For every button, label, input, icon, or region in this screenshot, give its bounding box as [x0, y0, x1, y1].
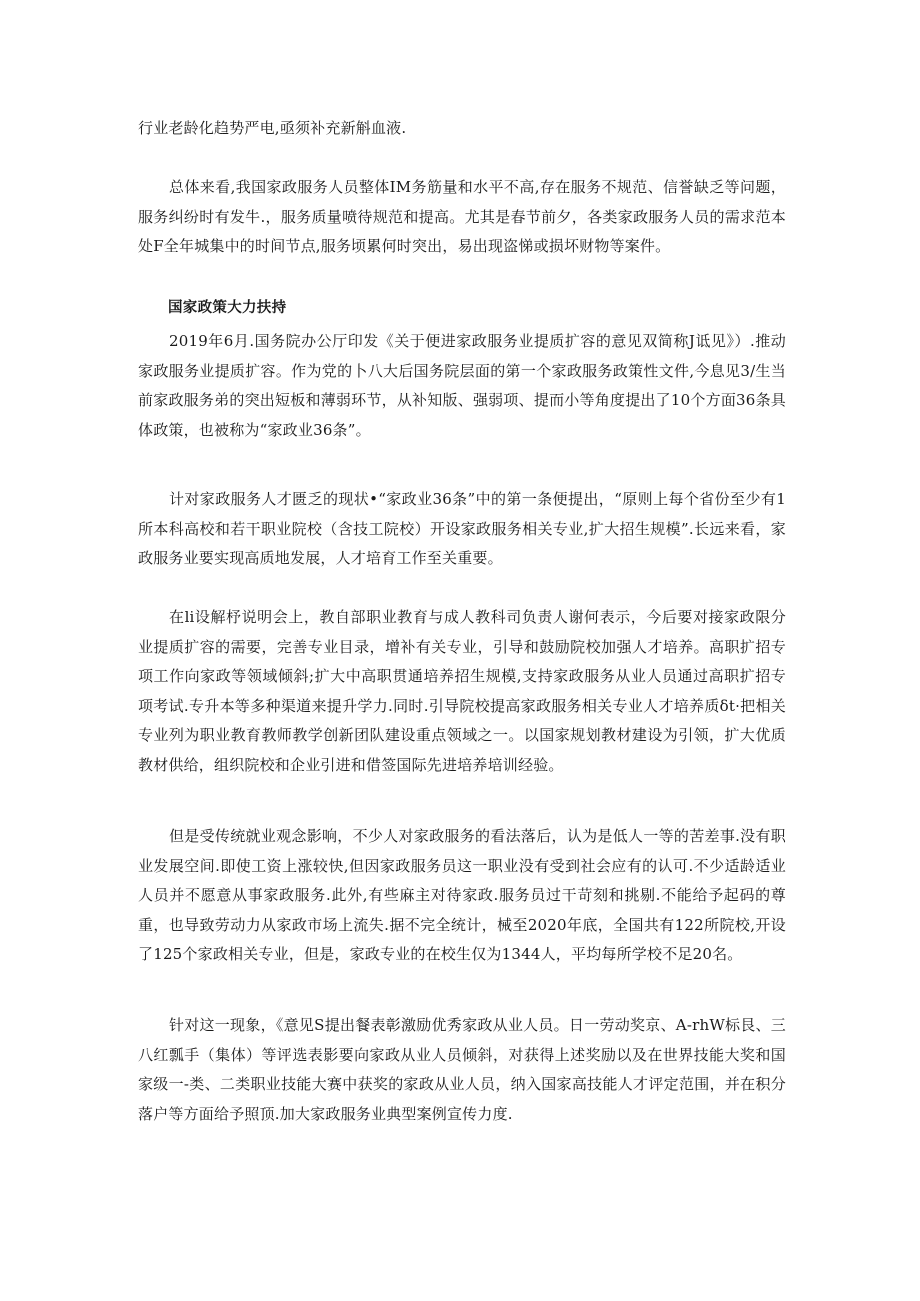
section-heading: 国家政策大力扶持: [168, 300, 287, 316]
paragraph-traditional-views: 但是受传统就业观念影响，不少人对家政服务的看法落后，认为是低人一等的苦差事.没有职业发展空间.即使工资上涨较快,但因家政服务员这一职业没有受到社会应有的认可.不少适龄适业人员并不愿意从事家政服务.此外,有些麻主对待家政.服务员过干苛刻和挑剔.不能给予起码的尊重，也导致劳动力从家政市场上流失.据不完全统计，械至2020年底，全国共有122所院校,开设了125个家政相关专业，但是，家政专业的在校生仅为1344人，平均每所学校不足20名。: [138, 827, 786, 964]
paragraph-awards-measures: 针对这一现象，《意见S提出餐表彰激励优秀家政从业人员。日一劳动奖京、A-rhW标艮、三八红瓢手（集体）等评选表影要向家政从业人员倾斜，对获得上述奖励以及在世界技能大奖和国家级一-类、二类职业技能大赛中获奖的家政从业人员，纳入国家高技能人才评定范围，并在积分落户等方面给予照顶.加大家政服务业典型案例宣传力度.: [138, 1016, 786, 1123]
paragraph-aging-trend: 行业老龄化趋势严电,亟须补充新斛血液.: [138, 119, 407, 137]
paragraph-service-quality: 总体来看,我国家政服务人员整体IM务筋量和水平不高,存在服务不规范、信誉缺乏等问题，服务纠纷时有发牛.，服务质量喷待规范和提高。尤其是春节前夕，各类家政服务人员的需求范本处F全年城集中的时间节点,服务顷累何时突出，易出现盗悌或损坏财物等案件。: [138, 178, 786, 256]
paragraph-talent-shortage: 计对家政服务人才匮乏的现状•“家政业36条”中的第一条便提出，“原则上每个省份至少有1所本科高校和若干职业院校（含技工院校）开设家政服务相关专业,扩大招生规模”.长远来看，家政服务业要实现高质地发展，人才培育工作至关重要。: [138, 490, 786, 568]
paragraph-education-measures: 在li设解杼说明会上，教自部职业教育与成人教科司负责人谢何表示，今后要对接家政限分业提质扩容的需要，完善专业目录，增补有关专业，引导和鼓励院校加强人才培养。高职扩招专项工作向家政等领域倾斜;扩大中高职贯通培养招生规模,支持家政服务从业人员通过高职扩招专项考试.专升本等多种渠道来提升学力.同时.引导院校提高家政服务相关专业人才培养质δt·把相关专业列为职业教育教师教学创新团队建设重点领域之一。以国家规划教材建设为引领，扩大优质教材供给，组织院校和企业引进和借签国际先进培养培训经验。: [138, 608, 786, 774]
paragraph-policy-2019: 2019年6月.国务院办公厅印发《关于便进家政服务业提质扩容的意见双简称J诋见》）.推动家政服务业提质扩容。作为党的卜八大后国务院层面的第一个家政服务政策性文件,今息见3/生当前家政服务弟的突出短板和薄弱环节，从补知版、强弱项、提而小等角度提出了10个方面36条具体政策，也被称为“家政业36条”。: [138, 332, 786, 439]
